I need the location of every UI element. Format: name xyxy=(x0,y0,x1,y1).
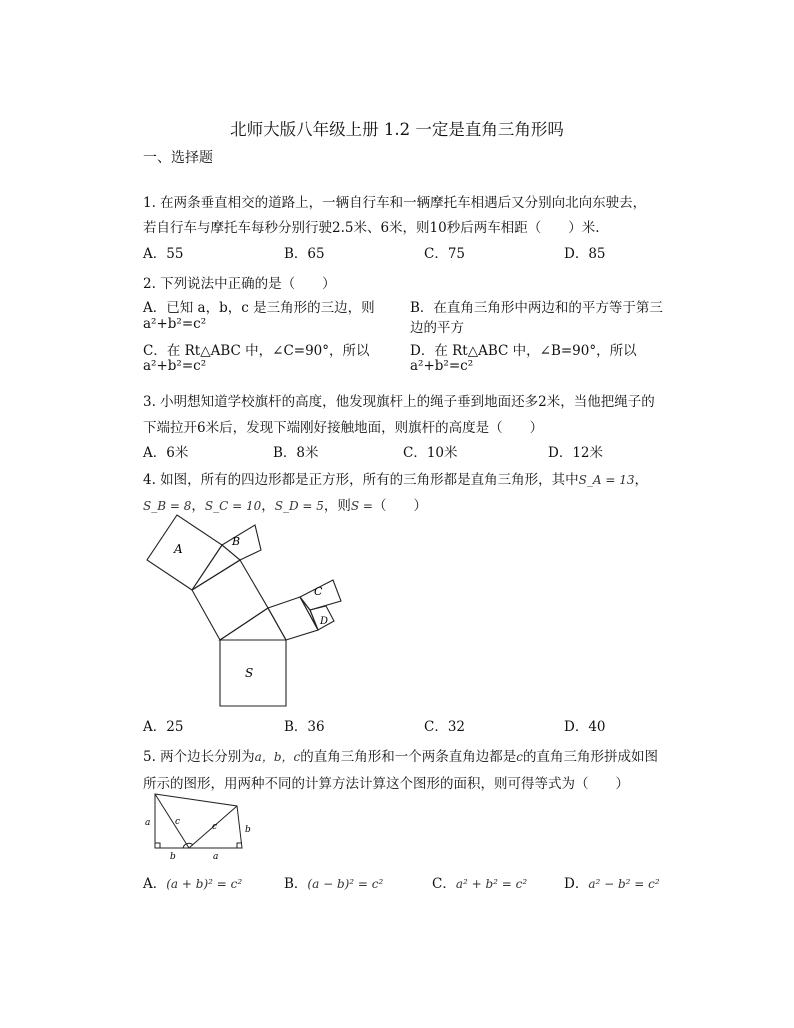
q2-option-d-line2: a²+b²=c² xyxy=(410,358,474,374)
q4-stem-text: 4. 如图，所有的四边形都是正方形，所有的三角形都是直角三角形，其中 xyxy=(143,472,579,488)
q1-option-c: C．75 xyxy=(424,246,466,262)
q4-line2 xyxy=(143,494,427,514)
q5-option-b-letter: B． xyxy=(284,876,308,892)
q4-sb: S_B = 8 xyxy=(143,499,192,513)
q3-option-a: A．6米 xyxy=(143,445,189,461)
q1-option-a: A．55 xyxy=(143,246,184,262)
q2-option-c-line1: C．在 Rt△ABC 中，∠C=90°，所以 xyxy=(143,343,370,359)
fig-label-d: D xyxy=(320,616,329,627)
q5-text-a: 5. 两个边长分别为 xyxy=(143,749,255,765)
q4-comma-2: ， xyxy=(191,498,205,514)
q4-option-c: C．32 xyxy=(424,719,466,735)
q1-line2: 若自行车与摩托车每秒分别行驶2.5米、6米，则10秒后两车相距（ ）米. xyxy=(143,220,600,236)
q2-option-a-line2: a²+b²=c² xyxy=(143,316,207,332)
q5-label-a-bottom: a xyxy=(213,852,219,862)
q5-line1 xyxy=(143,745,658,765)
q5-option-a-expr: (a + b)² = c² xyxy=(166,877,243,891)
q3-option-c: C．10米 xyxy=(403,445,458,461)
q4-sa: S_A = 13 xyxy=(578,473,635,487)
q5-label-c1: c xyxy=(175,817,181,827)
q5-c: c xyxy=(516,750,523,764)
q1-option-d: D．85 xyxy=(564,246,606,262)
q3-option-b: B．8米 xyxy=(273,445,319,461)
q5-line2: 所示的图形，用两种不同的计算方法计算这个图形的面积，则可得等式为（ ） xyxy=(143,776,629,792)
q4-comma-1: ， xyxy=(634,472,649,488)
q5-option-d-expr: a² − b² = c² xyxy=(588,877,660,891)
q2-option-d-line1: D．在 Rt△ABC 中，∠B=90°，所以 xyxy=(410,343,637,359)
q4-option-d: D．40 xyxy=(564,719,606,735)
fig-label-s: S xyxy=(245,666,254,680)
q2-option-c-line2: a²+b²=c² xyxy=(143,358,207,374)
q5-option-d xyxy=(564,872,660,892)
q4-line1 xyxy=(143,468,648,488)
q1-option-b: B．65 xyxy=(284,246,325,262)
q5-label-b-bottom: b xyxy=(170,852,176,862)
q5-text-b: 的直角三角形和一个两条直角边都是 xyxy=(300,749,517,765)
q2-option-b-line1: B．在直角三角形中两边和的平方等于第三 xyxy=(410,300,663,316)
section-heading: 一、选择题 xyxy=(143,150,213,166)
q5-option-c-expr: a² + b² = c² xyxy=(455,877,528,891)
q5-option-c-letter: C． xyxy=(432,876,456,892)
q3-option-d: D．12米 xyxy=(548,445,604,461)
fig-label-b: B xyxy=(232,535,241,548)
q2-option-b-line2: 边的平方 xyxy=(410,320,464,336)
q4-sd: S_D = 5 xyxy=(274,499,324,513)
q4-comma-4: ， xyxy=(323,498,338,514)
q5-option-a-letter: A． xyxy=(143,876,167,892)
q4-paren: （ ） xyxy=(372,498,427,514)
q4-figure xyxy=(138,514,350,714)
q5-option-c xyxy=(432,872,527,892)
q3-line1: 3. 小明想知道学校旗杆的高度，他发现旗杆上的绳子垂到地面还多2米，当他把绳子的 xyxy=(143,394,655,410)
q1-line1: 1. 在两条垂直相交的道路上，一辆自行车和一辆摩托车相遇后又分别向北向东驶去， xyxy=(143,195,647,211)
q4-option-a: A．25 xyxy=(143,719,184,735)
q5-figure xyxy=(140,790,260,865)
q5-abc: a，b，c xyxy=(254,750,301,764)
q5-label-c2: c xyxy=(212,822,218,832)
q5-label-b-right: b xyxy=(245,825,251,835)
q5-option-b-expr: (a − b)² = c² xyxy=(307,877,384,891)
q5-option-a xyxy=(143,872,242,892)
q5-option-d-letter: D． xyxy=(564,876,589,892)
q4-then: 则 xyxy=(337,498,351,514)
q5-option-b xyxy=(284,872,383,892)
q4-s: S = xyxy=(350,499,373,513)
q2-option-a-line1: A．已知 a，b，c 是三角形的三边，则 xyxy=(143,300,375,316)
square-middle-right xyxy=(268,597,318,640)
q5-text-c: 的直角三角形拼成如图 xyxy=(522,749,658,765)
q3-line2: 下端拉开6米后，发现下端刚好接触地面，则旗杆的高度是（ ） xyxy=(143,420,544,436)
q5-label-a-left: a xyxy=(145,818,151,828)
q2-stem: 2. 下列说法中正确的是（ ） xyxy=(143,276,336,292)
page-title: 北师大版八年级上册 1.2 一定是直角三角形吗 xyxy=(230,120,564,139)
q4-sc: S_C = 10 xyxy=(204,499,262,513)
fig-label-c: C xyxy=(314,585,323,598)
q4-option-b: B．36 xyxy=(284,719,325,735)
fig-label-a: A xyxy=(174,542,183,556)
square-b xyxy=(222,525,261,560)
q4-comma-3: ， xyxy=(261,498,275,514)
